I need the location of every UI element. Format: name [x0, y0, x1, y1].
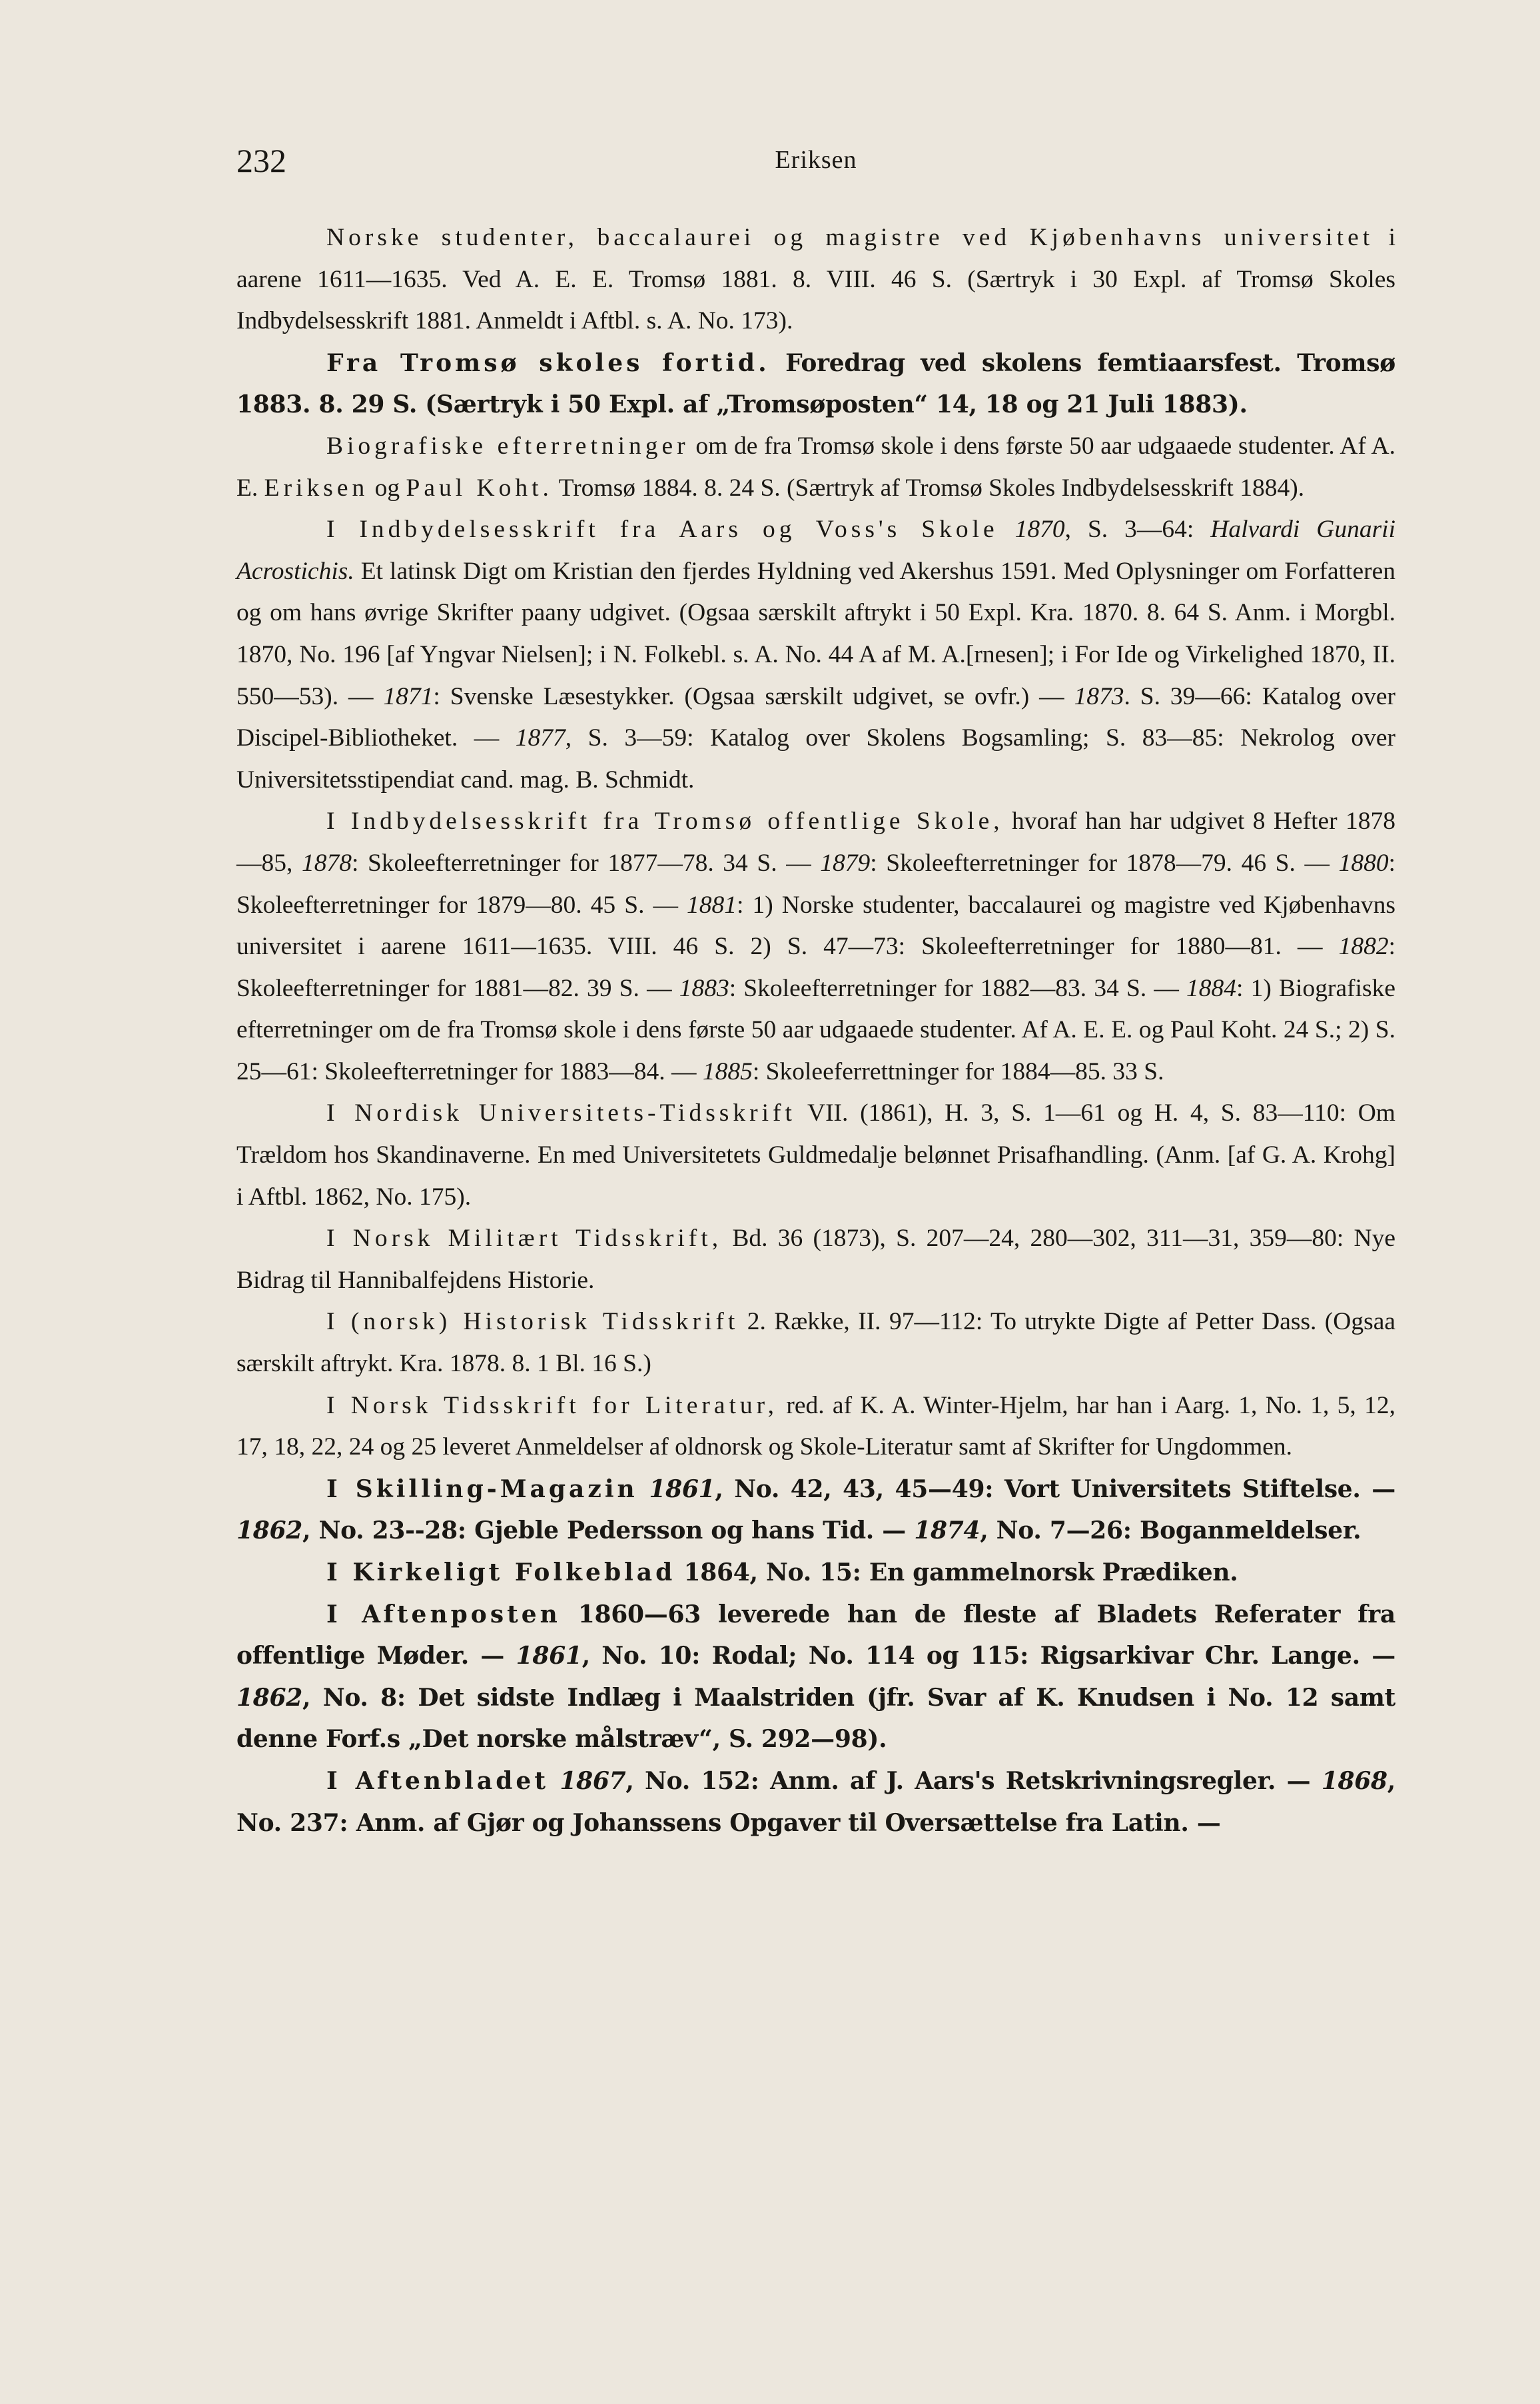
entry-text: : Skoleeferrettninger for 1884—85. 33 S.: [752, 1057, 1164, 1085]
page-number: 232: [236, 142, 286, 179]
entry-title: I Indbydelsesskrift fra Aars og Voss's Skole: [326, 516, 998, 544]
entry-title: Norske studenter, baccalaurei og magistre ved Kjøbenhavns universitet: [326, 224, 1374, 251]
entry-text: om de fra Tromsø skole i dens første 50 aar udgaaede studenter. Af A. E.: [236, 432, 1395, 502]
author-name: Paul Koht.: [406, 474, 553, 502]
entry-norske-studenter: [236, 217, 1395, 342]
year: 1862: [236, 1516, 302, 1545]
author-name: Eriksen: [264, 474, 369, 502]
year: 1871: [383, 682, 434, 710]
entry-text: , No. 237: Anm. af Gjør og Johanssens Opgaver til Oversættelse fra Latin. —: [236, 1766, 1396, 1837]
entry-title: I (norsk) Historisk Tidsskrift: [326, 1308, 739, 1336]
entry-aftenposten: [236, 1594, 1395, 1760]
year: 1870: [1014, 516, 1065, 544]
entry-text: : Skoleefterretninger for 1877—78. 34 S. —: [351, 849, 821, 877]
entry-text: , S. 3—59: Katalog over Skolens Bogsamling; S. 83—85: Nekrolog over Universitetsstipendiat cand. mag. B. Schmidt.: [236, 724, 1395, 794]
work-title: Halvardi Gunarii Acrostichis.: [236, 516, 1396, 585]
entry-text: Foredrag ved skolens femtiaarsfest. Tromsø 1883. 8. 29 S. (Særtryk i 50 Expl. af „Tromsøposten“ 14, 18 og 21 Juli 1883).: [236, 348, 1395, 419]
year: 1879: [820, 849, 871, 877]
year: 1873: [1074, 682, 1124, 710]
entry-text: : Skoleefterretninger for 1882—83. 34 S. —: [729, 974, 1187, 1002]
entry-text: . S. 39—66: Katalog over Discipel-Bibliotheket. —: [236, 682, 1395, 752]
year: 1861: [649, 1475, 715, 1503]
entry-text: Et latinsk Digt om Kristian den fjerdes Hyldning ved Akershus 1591. Med Oplysninger om Forfatteren og om hans øvrige Skrifter paany udgivet. (Ogsaa særskilt aftrykt i 50 Expl. Kra. 1870. 8. 64 S. Anm. i Morgbl. 1870, No. 196 [af Yngvar Nielsen]; i N. Folkebl. s. A. No. 44 A af M. A.[rnesen]; i For Ide og Virkelighed 1870, II. 550—53). —: [236, 557, 1395, 710]
entry-text: , No. 152: Anm. af J. Aars's Retskrivningsregler. —: [625, 1766, 1322, 1795]
running-head: Eriksen: [775, 146, 857, 174]
entry-text: i aarene 1611—1635. Ved A. E. E. Tromsø 1881. 8. VIII. 46 S. (Særtryk i 30 Expl. af Tromsø Skoles Indbydelsesskrift 1881. Anmeldt i Aftbl. s. A. No. 173).: [236, 224, 1396, 335]
entry-fra-tromso: [236, 342, 1395, 426]
year: 1880: [1338, 849, 1389, 877]
entry-tromso-offentlige: [236, 801, 1395, 1093]
entry-text: 1864, No. 15: En gammelnorsk Prædiken.: [675, 1558, 1238, 1586]
page-header: [236, 141, 1395, 188]
entry-text: : Skoleefterretninger for 1881—82. 39 S. —: [236, 933, 1395, 1002]
year: 1881: [687, 891, 737, 919]
year: 1884: [1186, 974, 1237, 1002]
entry-biografiske: [236, 426, 1395, 509]
entry-text: , No. 7—26: Boganmeldelser.: [980, 1516, 1361, 1545]
entry-title: I Kirkeligt Folkeblad: [326, 1558, 676, 1586]
entry-title: I Nordisk Universitets-Tidsskrift: [326, 1099, 796, 1127]
bibliography-body: [236, 217, 1395, 1844]
entry-aars-voss: [236, 509, 1395, 801]
year: 1878: [301, 849, 352, 877]
entry-norsk-militaert: [236, 1218, 1395, 1301]
year: 1874: [914, 1516, 980, 1545]
entry-text: : Svenske Læsestykker. (Ogsaa særskilt udgivet, se ovfr.) —: [433, 682, 1074, 710]
entry-title: I Aftenbladet: [326, 1766, 549, 1795]
entry-text: red. af K. A. Winter-Hjelm, har han i Aarg. 1, No. 1, 5, 12, 17, 18, 22, 24 og 25 leveret Anmeldelser af oldnorsk og Skole-Literatur samt af Skrifter for Ungdommen.: [236, 1391, 1395, 1461]
entry-historisk: [236, 1301, 1395, 1385]
entry-text: Tromsø 1884. 8. 24 S. (Særtryk af Tromsø Skoles Indbydelsesskrift 1884).: [552, 474, 1305, 502]
entry-aftenbladet: [236, 1760, 1395, 1844]
entry-title: I Norsk Tidsskrift for Literatur,: [326, 1391, 779, 1419]
year: 1883: [679, 974, 729, 1002]
entry-text: 2. Række, II. 97—112: To utrykte Digte af Petter Dass. (Ogsaa særskilt aftrykt. Kra. 1878. 8. 1 Bl. 16 S.): [236, 1308, 1396, 1378]
entry-text: VII. (1861), H. 3, S. 1—61 og H. 4, S. 83—110: Om Trældom hos Skandinaverne. En med Universitetets Guldmedalje belønnet Prisafhandling. (Anm. [af G. A. Krohg] i Aftbl. 1862, No. 175).: [236, 1099, 1395, 1211]
entry-title: I Norsk Militært Tidsskrift,: [326, 1225, 723, 1253]
entry-text: , No. 10: Rodal; No. 114 og 115: Rigsarkivar Chr. Lange. —: [581, 1642, 1395, 1670]
entry-text: , S. 3—64:: [1064, 516, 1211, 544]
entry-text: Bd. 36 (1873), S. 207—24, 280—302, 311—31, 359—80: Nye Bidrag til Hannibalfejdens Historie.: [236, 1225, 1395, 1294]
year: 1885: [702, 1057, 753, 1085]
entry-norsk-tidsskrift: [236, 1385, 1395, 1469]
entry-title: I Indbydelsesskrift fra Tromsø offentlige Skole,: [326, 808, 1004, 836]
entry-title: I Aftenposten: [326, 1600, 561, 1628]
entry-text: 1860—63 leverede han de fleste af Bladets Referater fra offentlige Møder. —: [236, 1600, 1395, 1670]
entry-text: [549, 1767, 560, 1795]
entry-title: I Skilling-Magazin: [326, 1475, 638, 1503]
entry-text: : 1) Norske studenter, baccalaurei og magistre ved Kjøbenhavns universitet i aarene 1611—1635. VIII. 46 S. 2) S. 47—73: Skoleefterretninger for 1880—81. —: [236, 891, 1395, 961]
entry-text: , No. 8: Det sidste Indlæg i Maalstriden (jfr. Svar af K. Knudsen i No. 12 samt denne Forf.s „Det norske målstræv“, S. 292—98).: [236, 1683, 1395, 1754]
entry-text: , No. 23--28: Gjeble Pedersson og hans Tid. —: [302, 1516, 915, 1545]
entry-title: Fra Tromsø skoles fortid.: [326, 348, 770, 377]
year: 1867: [560, 1766, 626, 1795]
entry-text: og: [368, 474, 406, 502]
entry-text: : Skoleefterretninger for 1878—79. 46 S. —: [870, 849, 1339, 877]
entry-text: [638, 1475, 649, 1503]
entry-title: Biografiske efterretninger: [326, 432, 689, 460]
year: 1868: [1321, 1766, 1387, 1795]
entry-text: hvoraf han har udgivet 8 Hefter 1878—85,: [236, 808, 1395, 877]
entry-nordisk-universitets: [236, 1093, 1395, 1218]
entry-skillingmagazin: [236, 1469, 1395, 1552]
entry-kirkeligt: [236, 1552, 1395, 1594]
entry-text: , No. 42, 43, 45—49: Vort Universitets Stiftelse. —: [715, 1475, 1395, 1503]
year: 1877: [515, 724, 566, 752]
year: 1862: [236, 1683, 302, 1712]
year: 1861: [516, 1642, 582, 1670]
year: 1882: [1338, 933, 1389, 961]
entry-text: : Skoleefterretninger for 1879—80. 45 S. —: [236, 849, 1396, 919]
entry-text: : 1) Biografiske efterretninger om de fra Tromsø skole i dens første 50 aar udgaaede studenter. Af A. E. E. og Paul Koht. 24 S.; 2) S. 25—61: Skoleefterretninger for 1883—84. —: [236, 974, 1395, 1085]
